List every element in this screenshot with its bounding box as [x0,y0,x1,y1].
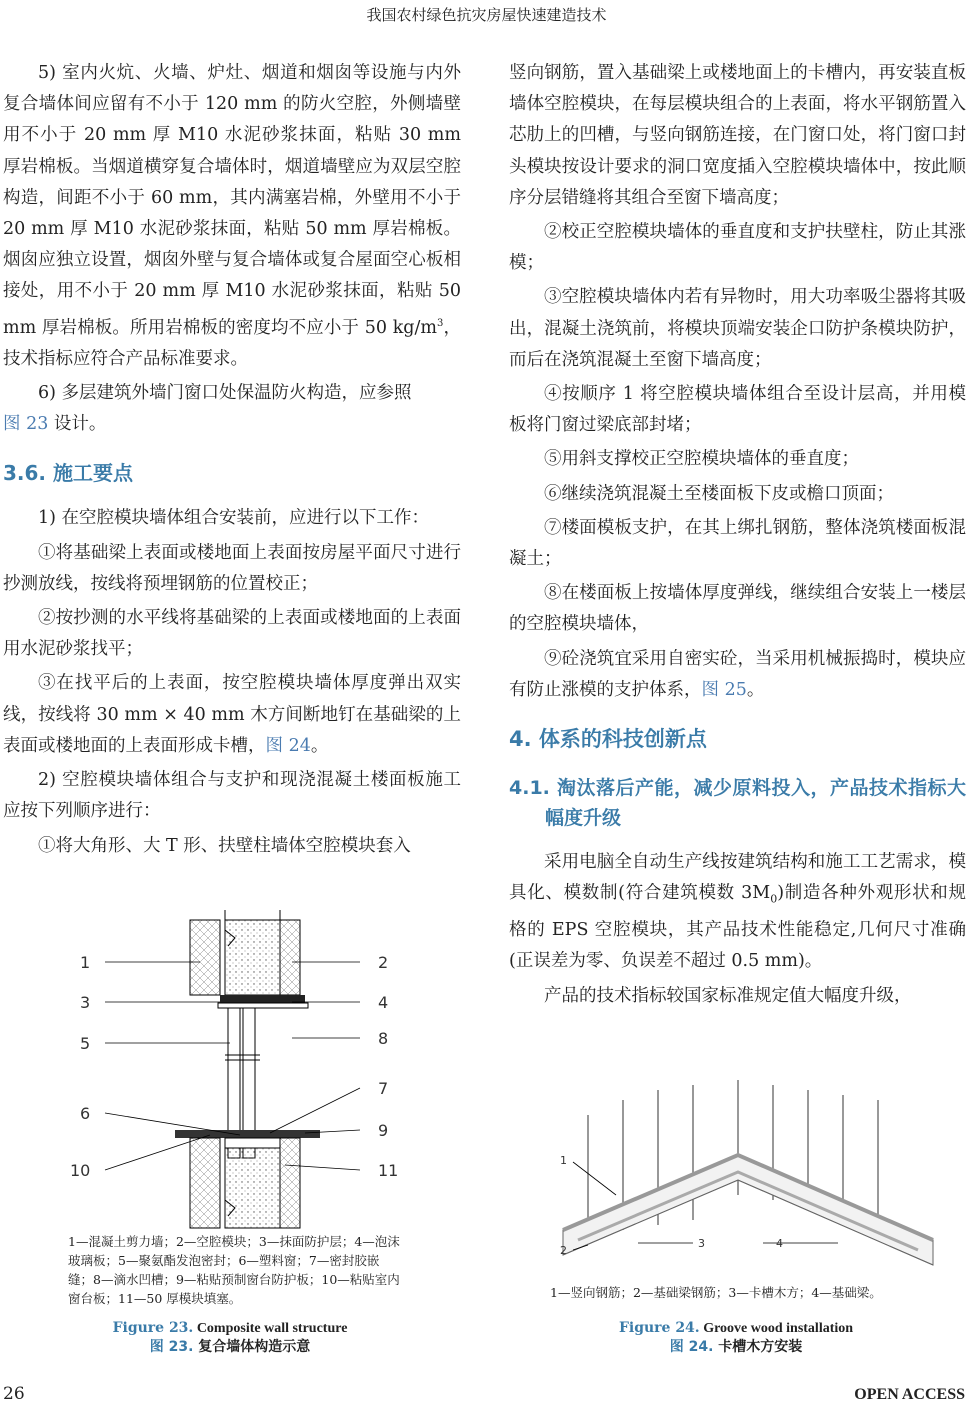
open-access-label: OPEN ACCESS [854,1386,965,1403]
figure-24-caption: Figure 24. Groove wood installation 图 24. 卡槽木方安装 [618,1320,854,1355]
figure-24-diagram [548,1080,943,1280]
fig23-label: 7 [378,1079,389,1098]
paragraph: 5) 室内火炕、火墙、炉灶、烟道和烟囱等设施与内外复合墙体间应留有不小于 120 mm 的防火空腔，外侧墙壁用不小于 20 mm 厚 M10 水泥砂浆抹面，粘贴 30 mm 厚岩棉板。当烟道横穿复合墙体时，烟道墙壁应为双层空腔构造，间距不小于 60 mm，其内满塞岩棉，外壁用不小于 20 mm 厚 M10 水泥砂浆抹面，粘贴 50 mm 厚岩棉板。烟囱应独立设置，烟囱外壁与复合墙体或复合屋面空心板相接处，用不小于 20 mm 厚 M10 水泥砂浆抹面，粘贴 50 mm 厚岩棉板。所用岩棉板的密度均不应小于 50 $kg/m^3$，技术指标应符合产品标准要求。 [3,63,461,369]
figure-23-legend: 1—混凝土剪力墙；2—空腔模块；3—抹面防护层；4—泡沫玻璃板；5—聚氨酯发泡密封；6—塑料窗；7—密封胶嵌缝；8—滴水凹槽；9—粘贴预制窗台防护板；10—粘贴室内窗台板；11—50 厚模块填塞。 [68,1234,400,1306]
right-column [509,58,966,1015]
paragraph: ①将大角形、大 T 形、扶壁柱墙体空腔模块套入 [38,835,411,856]
fig23-label: 10 [70,1161,91,1180]
paragraph: ②校正空腔模块墙体的垂直度和支护扶壁柱，防止其涨模； [509,222,966,274]
paragraph: ②按抄测的水平线将基础梁的上表面或楼地面的上表面用水泥砂浆找平； [3,608,461,660]
paragraph: ④按顺序 1 将空腔模块墙体组合至设计层高，并用模板将门窗过梁底部封堵； [509,384,966,436]
fig24-label: 3 [698,1237,705,1250]
fig24-label: 1 [560,1154,567,1167]
paragraph: 产品的技术指标较国家标准规定值大幅度升级， [544,985,912,1006]
fig23-label: 6 [80,1104,91,1123]
figure-24-legend: 1—竖向钢筋；2—基础梁钢筋；3—卡槽木方；4—基础梁。 [550,1285,882,1300]
fig23-label: 9 [378,1121,389,1140]
figure-23-caption: Figure 23. Composite wall structure 图 23. 复合墙体构造示意 [112,1320,348,1355]
paragraph: ①将基础梁上表面或楼地面上表面按房屋平面尺寸进行抄测放线，按线将预埋钢筋的位置校正； [3,542,461,594]
paragraph: ③在找平后的上表面，按空腔模块墙体厚度弹出双实线，按线将 30 mm × 40 mm 木方间断地钉在基础梁的上表面或楼地面的上表面形成卡槽，图 24。 [3,673,461,756]
figure-23-diagram [60,910,410,1235]
fig23-label: 8 [378,1029,389,1048]
paragraph: 竖向钢筋，置入基础梁上或楼地面上的卡槽内，再安装直板墙体空腔模块，在每层模块组合的上表面，将水平钢筋置入芯肋上的凹槽，与竖向钢筋连接，在门窗口处，将门窗口封头模块按设计要求的洞口宽度插入空腔模块墙体中，按此顺序分层错缝将其组合至窗下墙高度； [509,63,966,208]
fig23-label: 4 [378,993,389,1012]
fig23-label: 5 [80,1034,91,1053]
paragraph: 6) 多层建筑外墙门窗口处保温防火构造，应参照 图 23 设计。 [3,382,412,435]
section-heading-4: 4. 体系的科技创新点 [509,727,707,752]
fig23-label: 11 [378,1161,399,1180]
figure-24-link[interactable]: 图 24 [265,735,311,756]
left-column [3,58,461,865]
running-title: 我国农村绿色抗灾房屋快速建造技术 [366,6,607,24]
paragraph: ⑧在楼面板上按墙体厚度弹线，继续组合安装上一楼层的空腔模块墙体， [509,583,966,635]
paragraph: ⑤用斜支撑校正空腔模块墙体的垂直度； [544,449,859,470]
paragraph: ⑨砼浇筑宜采用自密实砼，当采用机械振捣时，模块应有防止涨模的支护体系，图 25。 [509,648,966,700]
fig23-label: 3 [80,993,91,1012]
paragraph: ③空腔模块墙体内若有异物时，用大功率吸尘器将其吸出，混凝土浇筑前，将模块顶端安装企口防护条模块防护，而后在浇筑混凝土至窗下墙高度； [509,287,966,370]
figure-25-link[interactable]: 图 25 [701,679,747,700]
fig24-label: 4 [776,1237,783,1250]
page-number: 26 [3,1384,25,1404]
figure-23-link[interactable]: 图 23 [3,414,49,435]
paragraph: 采用电脑全自动生产线按建筑结构和施工工艺需求，模具化、模数制(符合建筑模数 $3M_0$)制造各种外观形状和规格的 EPS 空腔模块，其产品技术性能稳定,几何尺寸准确(正误差为零、负误差不超过 0.5 mm)。 [509,852,966,972]
section-heading-3-6: 3.6. 施工要点 [3,461,133,486]
paragraph: ⑦楼面模板支护，在其上绑扎钢筋，整体浇筑楼面板混凝土； [509,517,966,570]
fig23-label: 1 [80,953,91,972]
fig24-label: 2 [560,1244,567,1257]
fig23-label: 2 [378,953,389,972]
paragraph: 2) 空腔模块墙体组合与支护和现浇混凝土楼面板施工应按下列顺序进行： [3,770,461,822]
section-heading-4-1: 4.1. 淘汰落后产能，减少原料投入，产品技术指标大幅度升级 [509,777,966,830]
paragraph: ⑥继续浇筑混凝土至楼面板下皮或檐口顶面； [544,483,894,504]
paragraph: 1) 在空腔模块墙体组合安装前，应进行以下工作： [38,508,430,529]
